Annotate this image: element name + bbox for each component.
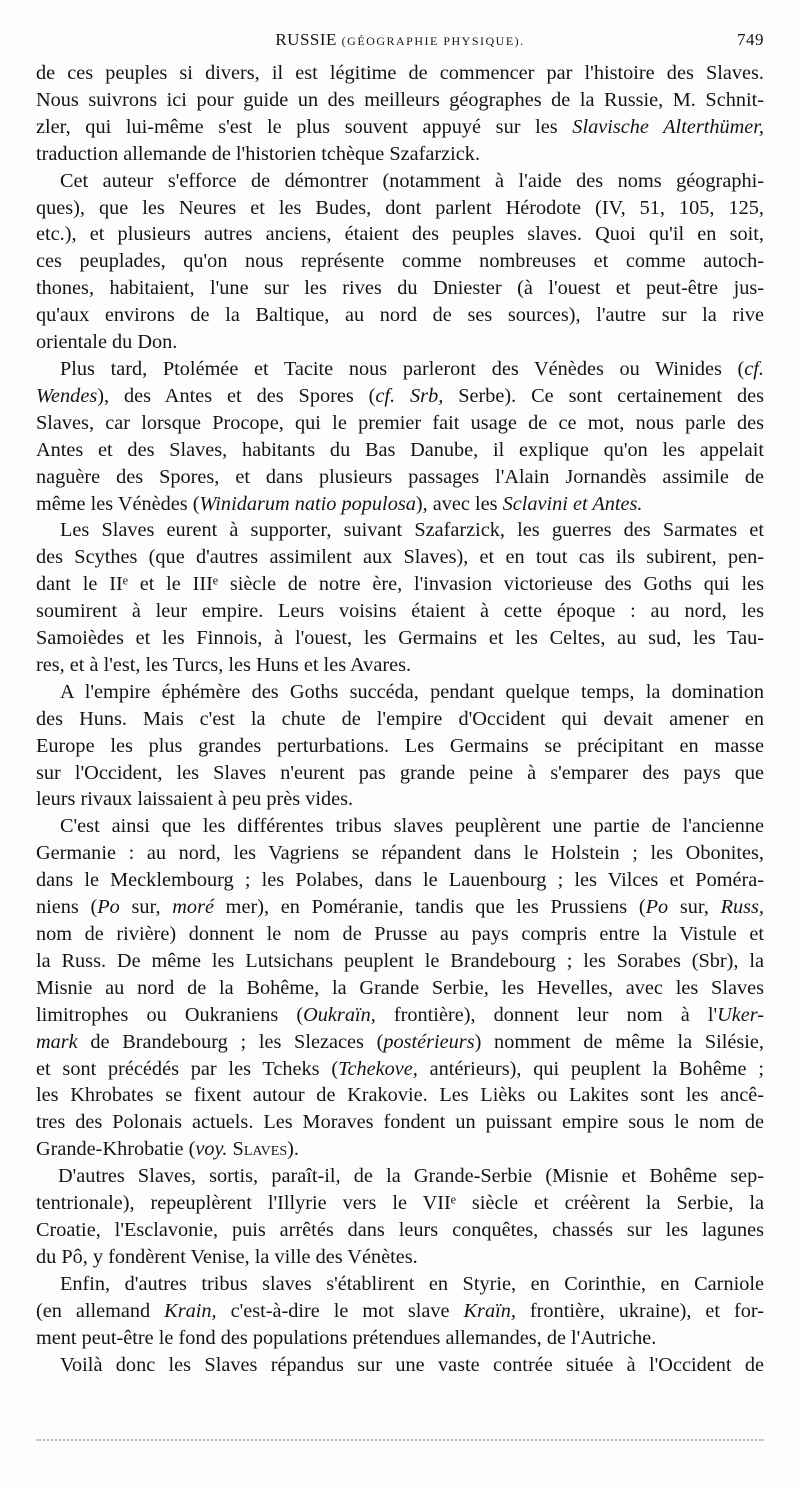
text-line: tres des Polonais actuels. Les Moraves fondent un puissant empire sous le nom de <box>36 1111 764 1134</box>
text-line: des Scythes (que d'autres assimilent aux Slaves), et en tout cas ils subirent, pen- <box>36 546 764 569</box>
text-line: Les Slaves eurent à supporter, suivant Szafarzick, les guerres des Sarmates et <box>60 519 764 542</box>
text-line: Samoièdes et les Finnois, à l'ouest, les Germains et les Celtes, au sud, les Tau- <box>36 627 764 650</box>
text-line: Germanie : au nord, les Vagriens se répandent dans le Holstein ; les Obonites, <box>36 842 764 865</box>
text-line: des Huns. Mais c'est la chute de l'empire d'Occident qui devait amener en <box>36 707 764 730</box>
text-line: Enfin, d'autres tribus slaves s'établirent en Styrie, en Corinthie, en Carniole <box>60 1272 764 1295</box>
text-line: ces peuplades, qu'on nous représente comme nombreuses et comme autoch- <box>36 250 764 273</box>
text-line: orientale du Don. <box>36 331 178 354</box>
text-line: ques), que les Neures et les Budes, dont parlent Hérodote (IV, 51, 105, 125, <box>36 196 764 219</box>
text-line: ment peut-être le fond des populations prétendues allemandes, de l'Autriche. <box>36 1326 657 1349</box>
text-line: sur l'Occident, les Slaves n'eurent pas grande peine à s'emparer des pays que <box>36 761 764 784</box>
text-line: leurs rivaux laissaient à peu près vides. <box>36 788 354 811</box>
text-line: dant le IIᵉ et le IIIᵉ siècle de notre ère, l'invasion victorieuse des Goths qui les <box>36 573 764 596</box>
text-line: Croatie, l'Esclavonie, puis arrêtés dans leurs conquêtes, chassés sur les lagunes <box>36 1218 764 1241</box>
running-title-sub: (GÉOGRAPHIE PHYSIQUE). <box>341 34 525 48</box>
text-line: du Pô, y fondèrent Venise, la ville des Vénètes. <box>36 1245 418 1268</box>
running-title <box>36 30 764 50</box>
text-line: Wendes), des Antes et des Spores (cf. Srb, Serbe). Ce sont certainement des <box>36 384 764 407</box>
text-line: Plus tard, Ptolémée et Tacite nous parleront des Vénèdes ou Winides (cf. <box>60 357 764 380</box>
bottom-margin-artifact <box>36 1439 764 1443</box>
text-line: Grande-Khrobatie (voy. Slaves). <box>36 1138 299 1161</box>
text-line: zler, qui lui-même s'est le plus souvent appuyé sur les Slavische Alterthümer, <box>36 115 765 138</box>
text-line: Nous suivrons ici pour guide un des meilleurs géographes de la Russie, M. Schnit- <box>36 88 764 111</box>
text-line: mark de Brandebourg ; les Slezaces (postérieurs) nomment de même la Silésie, <box>36 1030 764 1053</box>
text-line: et sont précédés par les Tcheks (Tchekove, antérieurs), qui peuplent la Bohême ; <box>36 1057 764 1080</box>
text-line: (en allemand Krain, c'est-à-dire le mot slave Kraïn, frontière, ukraine), et for- <box>36 1299 764 1322</box>
text-line: les Khrobates se fixent autour de Krakovie. Les Lièks ou Lakites sont les ancê- <box>36 1084 764 1107</box>
text-line: soumirent à leur empire. Leurs voisins étaient à cette époque : au nord, les <box>36 600 764 623</box>
text-line: traduction allemande de l'historien tchèque Szafarzick. <box>36 142 481 165</box>
text-line: D'autres Slaves, sortis, paraît-il, de la Grande-Serbie (Misnie et Bohême sep- <box>58 1165 764 1188</box>
text-line: niens (Po sur, moré mer), en Poméranie, tandis que les Prussiens (Po sur, Russ, <box>36 896 764 919</box>
text-line: nom de rivière) donnent le nom de Prusse au pays compris entre la Vistule et <box>36 923 764 945</box>
text-line: la Russ. De même les Lutsichans peuplent le Brandebourg ; les Sorabes (Sbr), la <box>36 949 764 972</box>
page-number: 749 <box>737 30 764 49</box>
text-line: C'est ainsi que les différentes tribus slaves peuplèrent une partie de l'ancienne <box>60 815 764 838</box>
text-line: qu'aux environs de la Baltique, au nord de ses sources), l'autre sur la rive <box>36 304 764 327</box>
text-line: Misnie au nord de la Bohême, la Grande Serbie, les Hevelles, avec les Slaves <box>36 976 764 999</box>
running-header <box>36 30 764 56</box>
text-line: A l'empire éphémère des Goths succéda, pendant quelque temps, la domination <box>60 680 764 703</box>
text-line: même les Vénèdes (Winidarum natio populosa), avec les Sclavini et Antes. <box>36 492 643 515</box>
text-line: res, et à l'est, les Turcs, les Huns et les Avares. <box>36 653 412 676</box>
text-line: Cet auteur s'efforce de démontrer (notamment à l'aide des noms géographi- <box>60 169 764 192</box>
text-line: Slaves, car lorsque Procope, qui le premier fait usage de ce mot, nous parle des <box>36 411 764 434</box>
body-text <box>36 60 764 1378</box>
text-line: de ces peuples si divers, il est légitime de commencer par l'histoire des Slaves. <box>36 62 764 84</box>
text-line: Voilà donc les Slaves répandus sur une vaste contrée située à l'Occident de <box>60 1353 764 1376</box>
text-line: Antes et des Slaves, habitants du Bas Danube, il explique qu'on les appelait <box>36 438 764 461</box>
text-line: Europe les plus grandes perturbations. Les Germains se précipitant en masse <box>36 734 764 757</box>
text-line: dans le Mecklembourg ; les Polabes, dans le Lauenbourg ; les Vilces et Poméra- <box>36 869 764 892</box>
text-line: thones, habitaient, l'une sur les rives du Dniester (à l'ouest et peut-être jus- <box>36 277 764 300</box>
text-line: tentrionale), repeuplèrent l'Illyrie vers le VIIᵉ siècle et créèrent la Serbie, la <box>36 1192 764 1215</box>
text-line: limitrophes ou Oukraniens (Oukraïn, frontière), donnent leur nom à l'Uker- <box>36 1003 765 1026</box>
running-title-main: RUSSIE <box>275 30 337 49</box>
text-line: etc.), et plusieurs autres anciens, étaient des peuples slaves. Quoi qu'il en soit, <box>36 223 764 246</box>
text-line: naguère des Spores, et dans plusieurs passages l'Alain Jornandès assimile de <box>36 465 764 488</box>
